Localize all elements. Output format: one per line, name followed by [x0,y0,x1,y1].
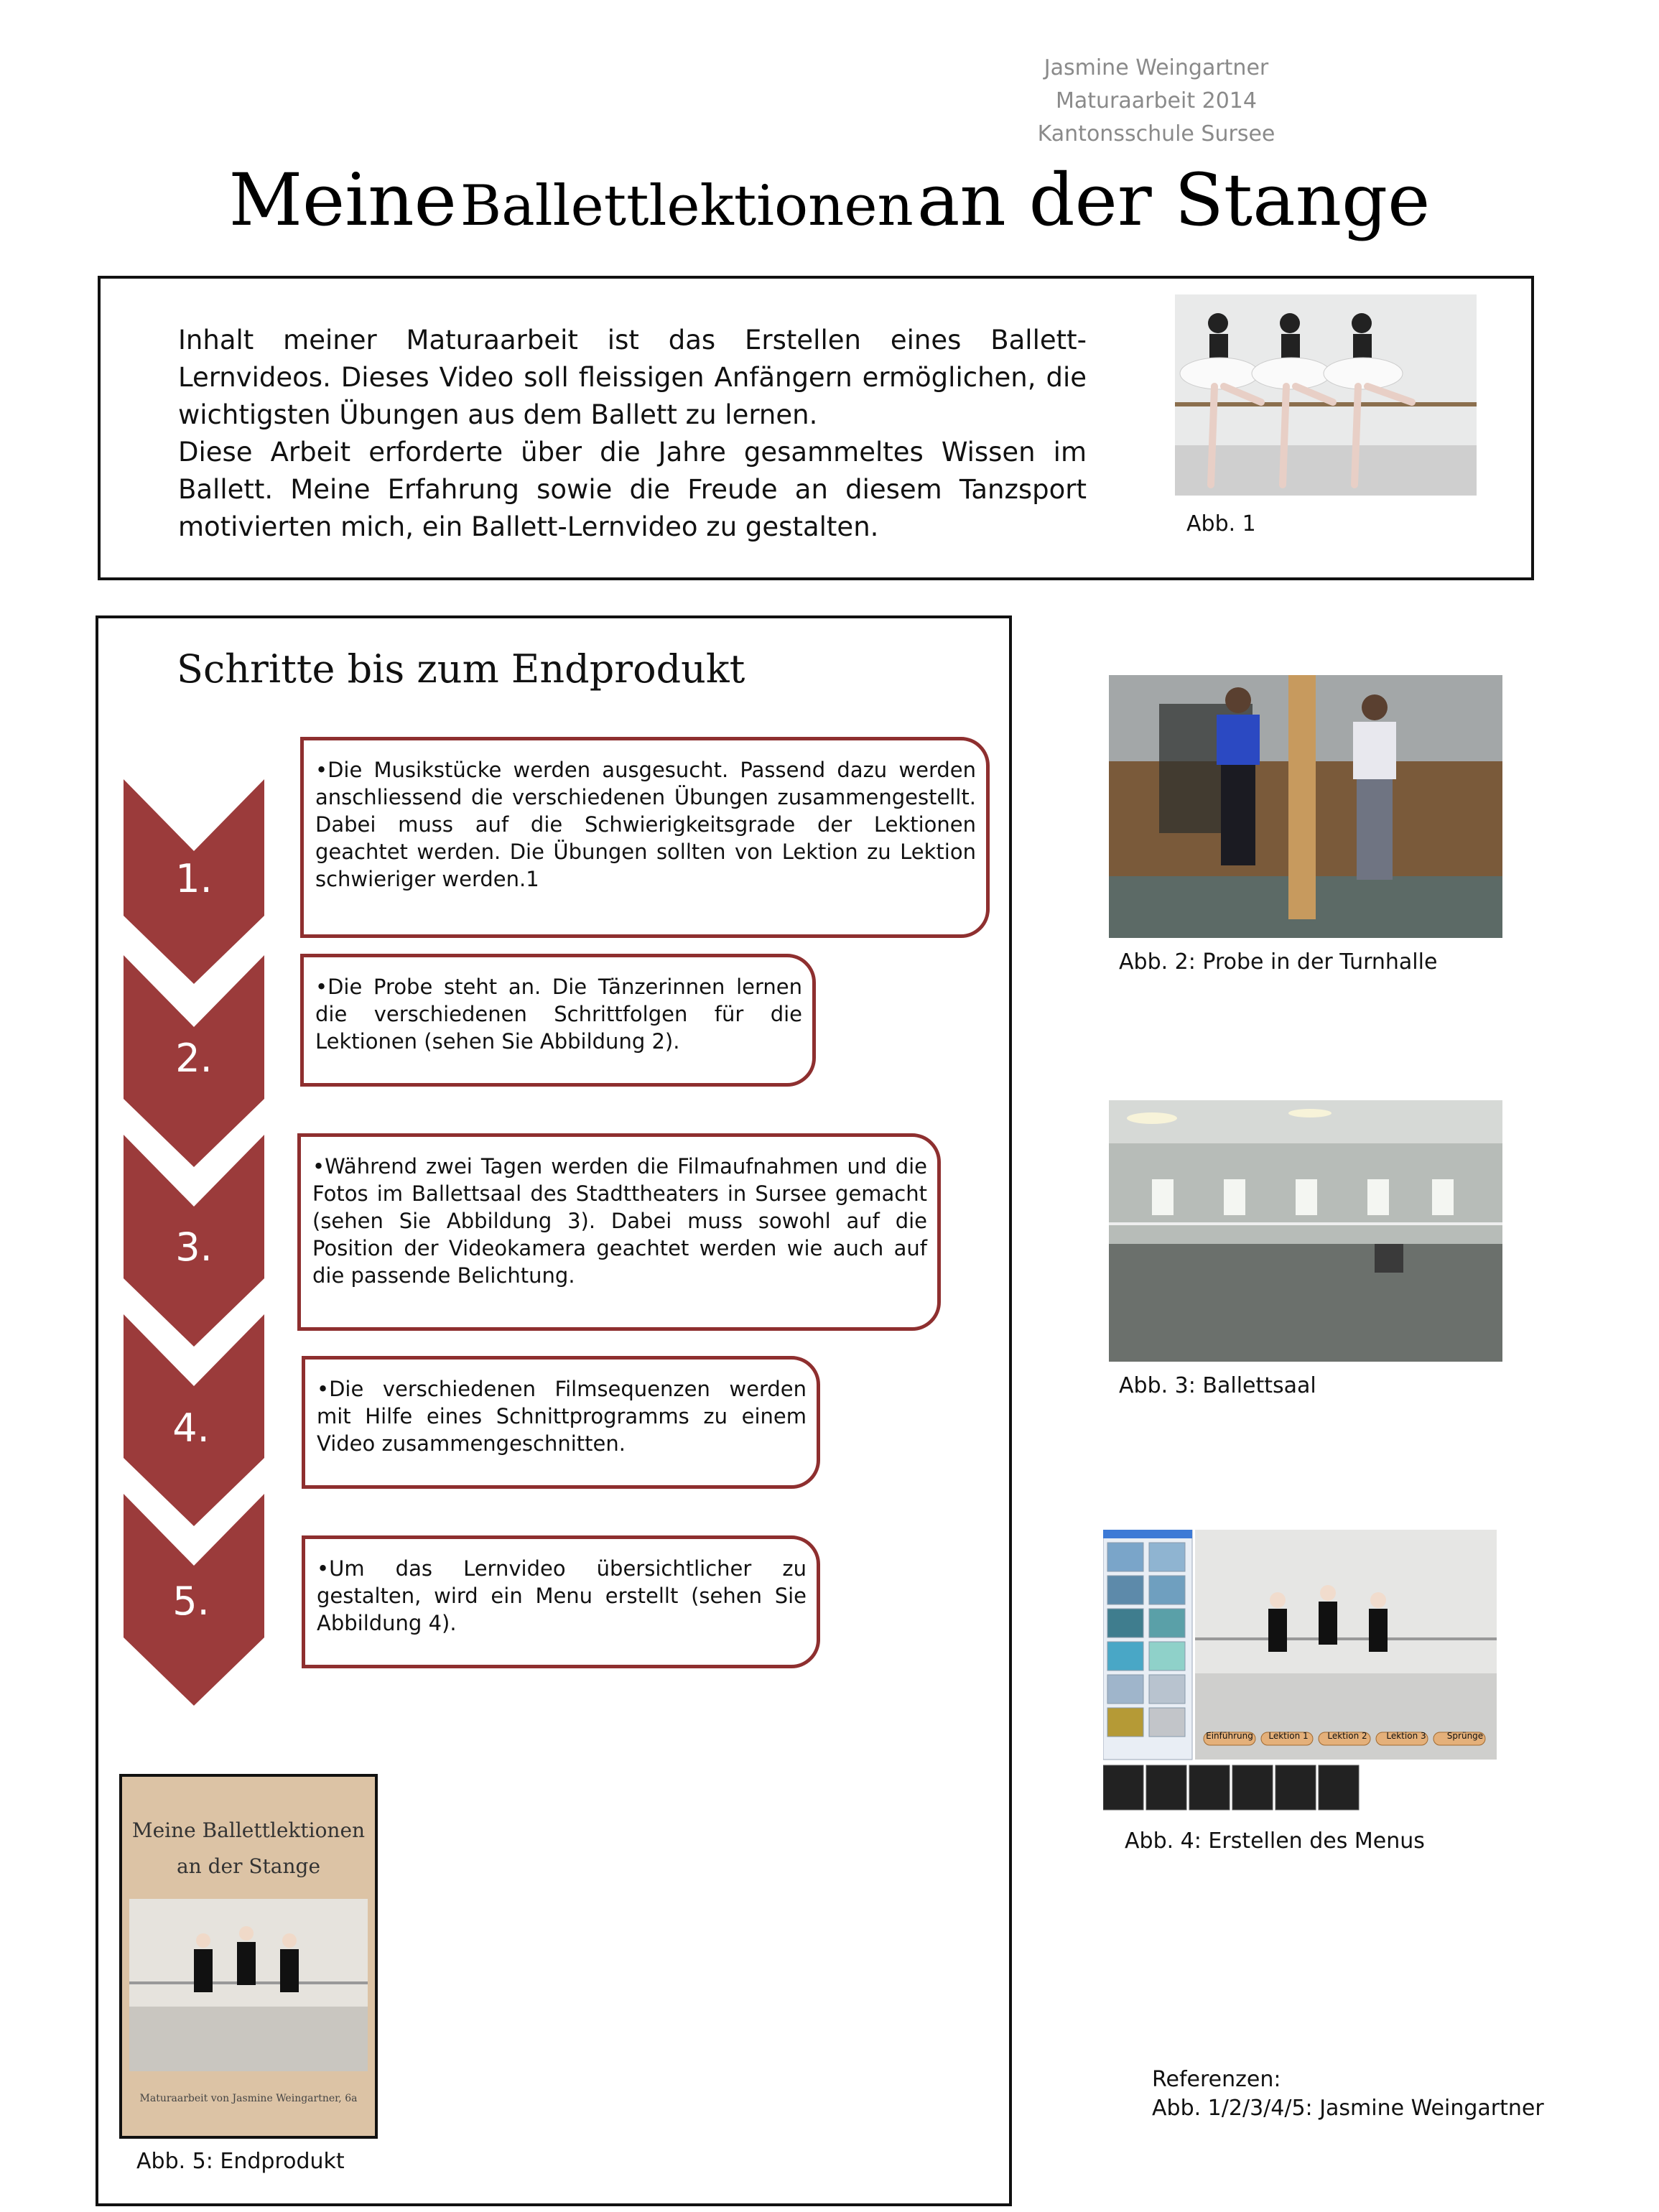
figure-1-photo [1175,294,1477,496]
figure-4-menu-editor [1103,1530,1497,1813]
menu-button-spruenge: Sprünge [1446,1731,1484,1741]
gym-rehearsal-image [1109,675,1502,938]
menu-editor-image [1103,1530,1497,1813]
intro-paragraph-1: Inhalt meiner Maturaarbeit ist das Erstellen eines Ballett-Lernvideos. Dieses Video soll fleissigen Anfängern ermöglichen, die wichtigsten Übungen aus dem Ballett zu lernen. [178,325,1087,430]
steps-heading: Schritte bis zum Endprodukt [177,646,745,692]
step-3-text: •Während zwei Tagen werden die Filmaufnahmen und die Fotos im Ballettsaal des Stadttheaters in Sursee gemacht (sehen Sie Abbildung 3). Dabei muss sowohl auf die Position der Videokamera geachtet werden wie auch auf die passende Belichtung. [312,1154,927,1288]
menu-button-einfuehrung: Einführung [1206,1731,1253,1741]
step-1-number: 1. [175,856,213,901]
ballet-hall-image [1109,1100,1502,1362]
step-1-text: •Die Musikstücke werden ausgesucht. Passend dazu werden anschliessend die verschiedenen Übungen zusammengestellt. Dabei muss auf die Schwierigkeitsgrade der Lektionen geachtet werden. Die Übungen sollten von Lektion zu Lektion schwieriger werden.1 [315,758,976,891]
menu-button-lektion-3: Lektion 3 [1386,1731,1426,1741]
step-2-text-box [300,954,816,1087]
title-word-stange: an der Stange [916,158,1431,242]
figure-2-photo [1109,675,1502,938]
figure-5-caption: Abb. 5: Endprodukt [136,2149,345,2174]
figure-4-caption: Abb. 4: Erstellen des Menus [1125,1828,1425,1854]
figure-3-caption: Abb. 3: Ballettsaal [1119,1373,1316,1398]
menu-button-lektion-1: Lektion 1 [1268,1731,1309,1741]
step-5-text-box [302,1535,820,1668]
author-name: Jasmine Weingartner [1044,55,1269,80]
step-1-text-box [300,737,990,938]
intro-paragraph-2: Diese Arbeit erforderte über die Jahre gesammeltes Wissen im Ballett. Meine Erfahrung sowie die Freude an diesem Tanzsport motivierten mich, ein Ballett-Lernvideo zu gestalten. [178,437,1087,542]
step-2-number: 2. [175,1036,213,1081]
menu-buttons-row [1204,1731,1491,1741]
figure-3-photo [1109,1100,1502,1362]
dvd-cover-image [129,1899,368,2071]
dvd-cover-footer: Maturaarbeit von Jasmine Weingartner, 6a [139,2093,358,2104]
references [1152,2065,1544,2123]
references-text: Abb. 1/2/3/4/5: Jasmine Weingartner [1152,2096,1544,2121]
references-label: Referenzen: [1152,2067,1281,2092]
barre-dancers-image [1175,294,1477,496]
step-3-number: 3. [175,1224,213,1270]
dvd-cover-title-line2: an der Stange [176,1854,321,1878]
step-5-number: 5. [172,1579,210,1624]
step-4-number: 4. [172,1405,210,1451]
step-4-text-box [302,1356,820,1489]
step-4-text: •Die verschiedenen Filmsequenzen werden mit Hilfe eines Schnittprogramms zu einem Video zusammengeschnitten. [317,1377,807,1456]
school-name: Kantonsschule Sursee [1037,121,1275,147]
page-title [0,158,1659,242]
author-block [1005,52,1307,151]
step-5-text: •Um das Lernvideo übersichtlicher zu gestalten, wird ein Menu erstellt (sehen Sie Abbildung 4). [317,1556,807,1635]
dvd-cover-title-line1: Meine Ballettlektionen [131,1818,366,1842]
intro-text [178,322,1087,546]
menu-button-lektion-2: Lektion 2 [1327,1731,1367,1741]
figure-2-caption: Abb. 2: Probe in der Turnhalle [1119,949,1438,975]
dvd-cover-title [122,1813,375,1885]
title-word-meine: Meine [228,158,457,242]
step-2-text: •Die Probe steht an. Die Tänzerinnen lernen die verschiedenen Schrittfolgen für die Lektionen (sehen Sie Abbildung 2). [315,975,802,1054]
figure-1-caption: Abb. 1 [1186,511,1256,536]
title-word-ballettlektionen: Ballettlektionen [460,174,914,238]
work-title: Maturaarbeit 2014 [1056,88,1257,113]
figure-5-dvd-cover [119,1774,378,2139]
step-3-text-box [297,1133,941,1331]
